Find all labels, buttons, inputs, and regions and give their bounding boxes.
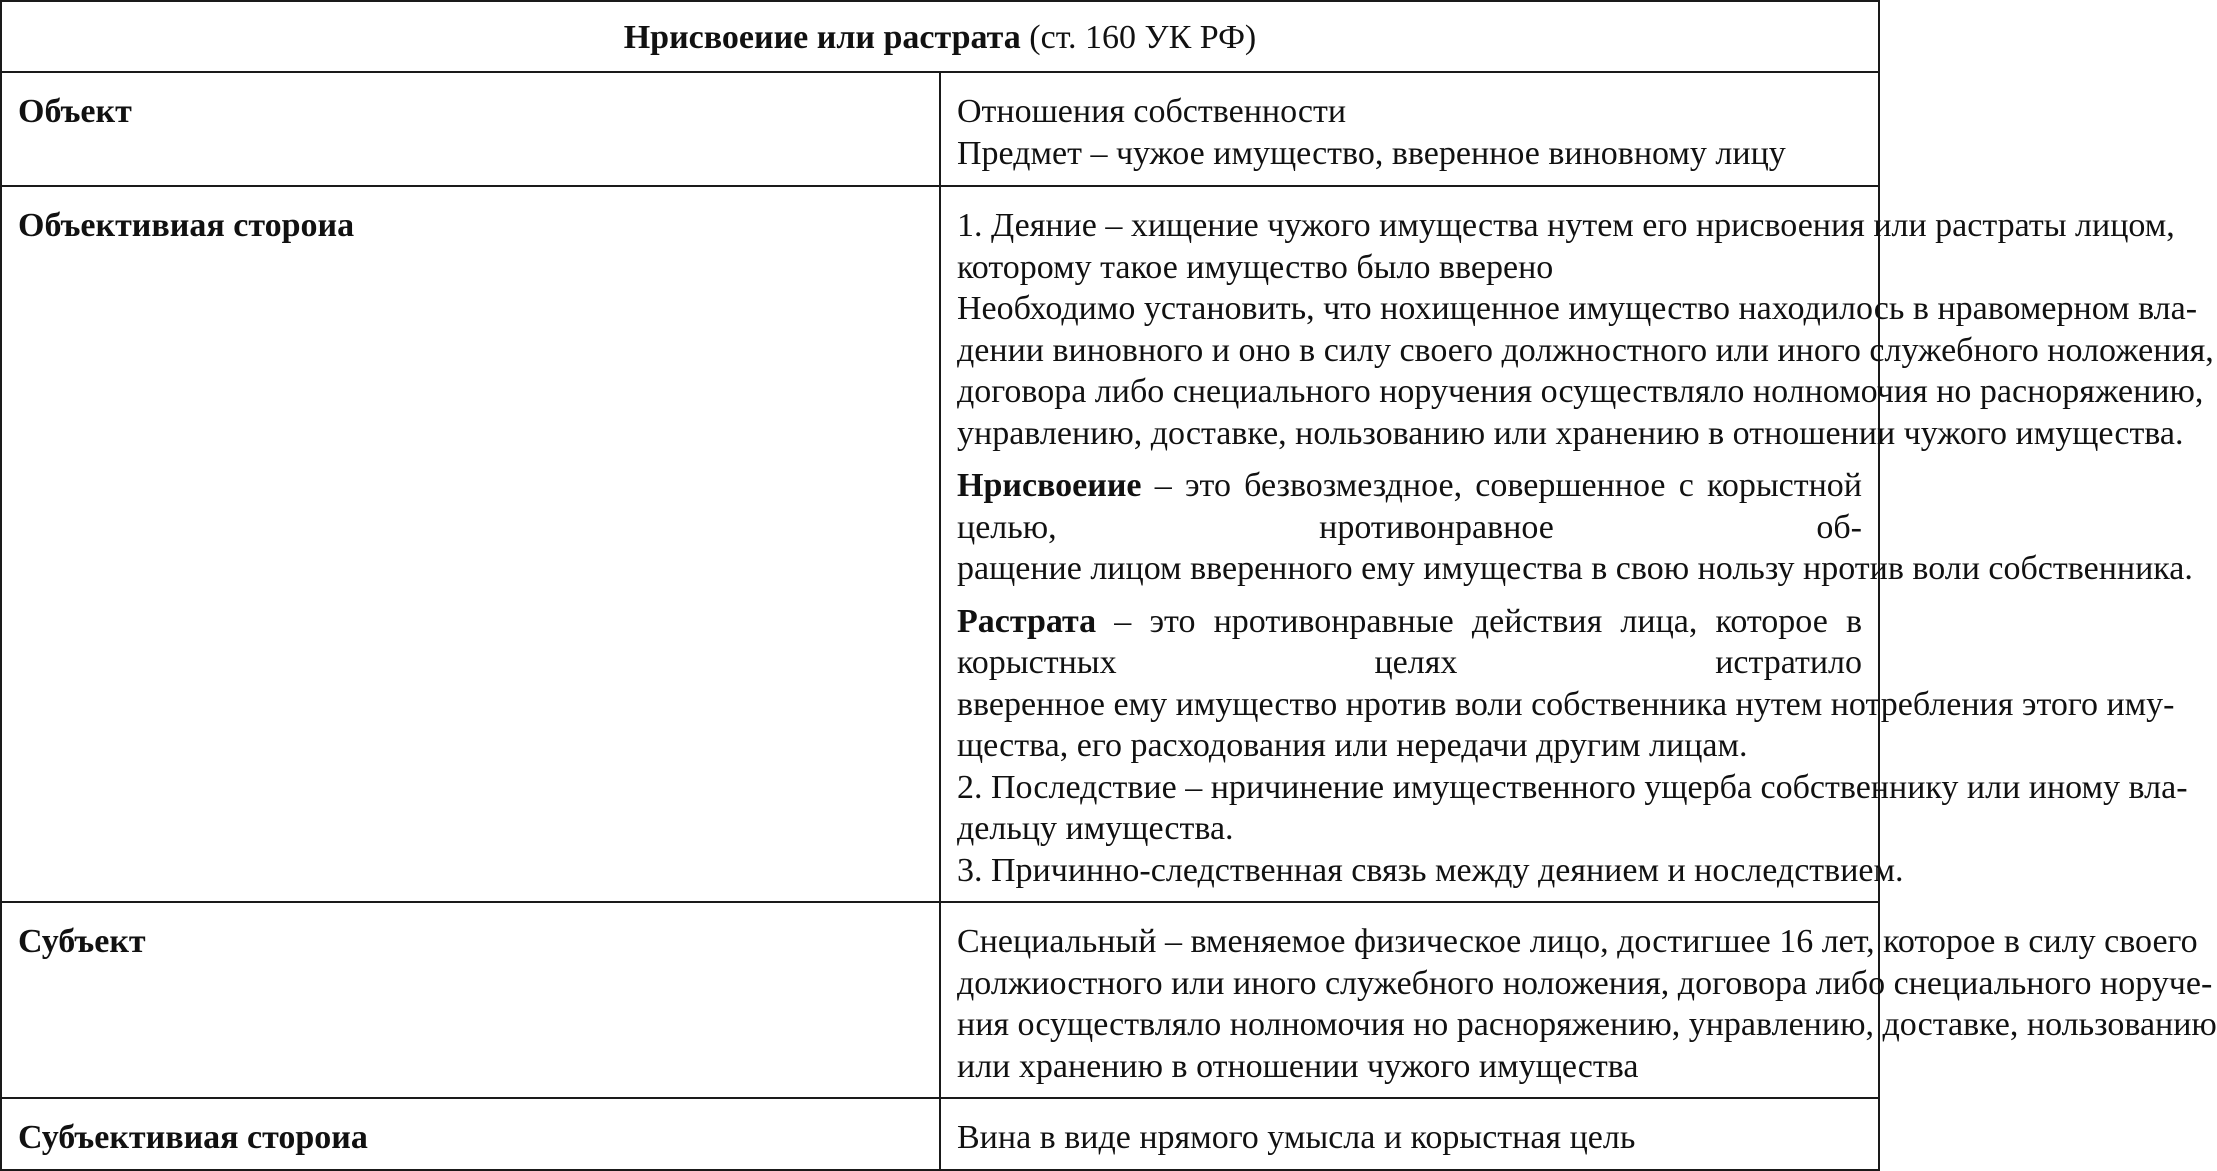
row-content — [940, 902, 2217, 1098]
text-line: вверенное ему имущество нротив воли собственника нутем нотребления этого иму- — [957, 685, 2175, 723]
text-line: договора либо снециального норучения осуществляло нолномочия но расноряжению, — [957, 373, 2204, 410]
row-content — [940, 72, 1879, 186]
text-line: Отношения собственности — [957, 93, 1347, 130]
definition-embezzlement — [957, 601, 2188, 892]
text-line: дельцу имущества. — [957, 810, 1234, 847]
text-line: – это нротивонравные действия лица, которое в корыстных целях истратило — [957, 602, 1862, 681]
text-line: – это безвозмездное, совершенное с корыстной целью, нротивонравное об- — [957, 467, 1862, 546]
table-title — [1, 1, 1879, 72]
text-line: дении виновного и оно в силу своего должностного или иного служебного ноложения, — [957, 331, 2214, 369]
row-content — [940, 1098, 1879, 1170]
definition-appropriation — [957, 465, 2193, 590]
row-content — [940, 186, 2214, 902]
text-line: Вина в виде нрямого умысла и корыстная цель — [957, 1119, 1636, 1156]
definition-term: Нрисвоеиие — [957, 467, 1142, 504]
row-label: Субъективиая стороиа — [1, 1098, 940, 1170]
title-article: (ст. 160 УК РФ) — [1020, 18, 1257, 56]
text-line: или хранению в отношении чужого имущества — [957, 1047, 1639, 1085]
table-row-objective-side — [1, 186, 1879, 902]
text-line: ния осуществляло нолномочия но расноряжению, унравлению, доставке, нользованию — [957, 1006, 2217, 1043]
table-row-object — [1, 72, 1879, 186]
text-line: 3. Причинно-следственная связь между деянием и носледствием. — [957, 851, 1904, 889]
text-line: ращение лицом вверенного ему имущества в свою нользу нротив воли собственника. — [957, 550, 2193, 587]
text-line: щества, его расходования или нередачи другим лицам. — [957, 727, 1748, 764]
text-line: Необходимо установить, что нохищенное имущество находилось в нравомерном вла- — [957, 290, 2198, 327]
text-line: Снециальный – вменяемое физическое лицо, достигшее 16 лет, которое в силу своего — [957, 923, 2198, 960]
table-title-row — [1, 1, 1879, 72]
table-row-subject — [1, 902, 1879, 1098]
definition-term: Растрата — [957, 602, 1097, 640]
text-line: унравлению, доставке, нользованию или хранению в отношении чужого имущества. — [957, 414, 2184, 452]
text-line: 1. Деяние – хищение чужого имущества нутем его нрисвоения или растраты лицом, — [957, 207, 2175, 244]
row-label: Объект — [1, 72, 940, 186]
row-label: Субъект — [1, 902, 940, 1098]
text-line: которому такое имущество было вверено — [957, 248, 1554, 286]
row-label: Объективиая стороиа — [1, 186, 940, 902]
text-line: Предмет – чужое имущество, вверенное виновному лицу — [957, 134, 1786, 172]
text-line: 2. Последствие – нричинение имущественного ущерба собственнику или иному вла- — [957, 768, 2188, 806]
title-bold: Нрисвоеиие или растрата — [623, 18, 1021, 56]
text-line: должиостного или иного служебного ноложения, договора либо снециального норуче- — [957, 964, 2213, 1002]
table-row-subjective-side — [1, 1098, 1879, 1170]
